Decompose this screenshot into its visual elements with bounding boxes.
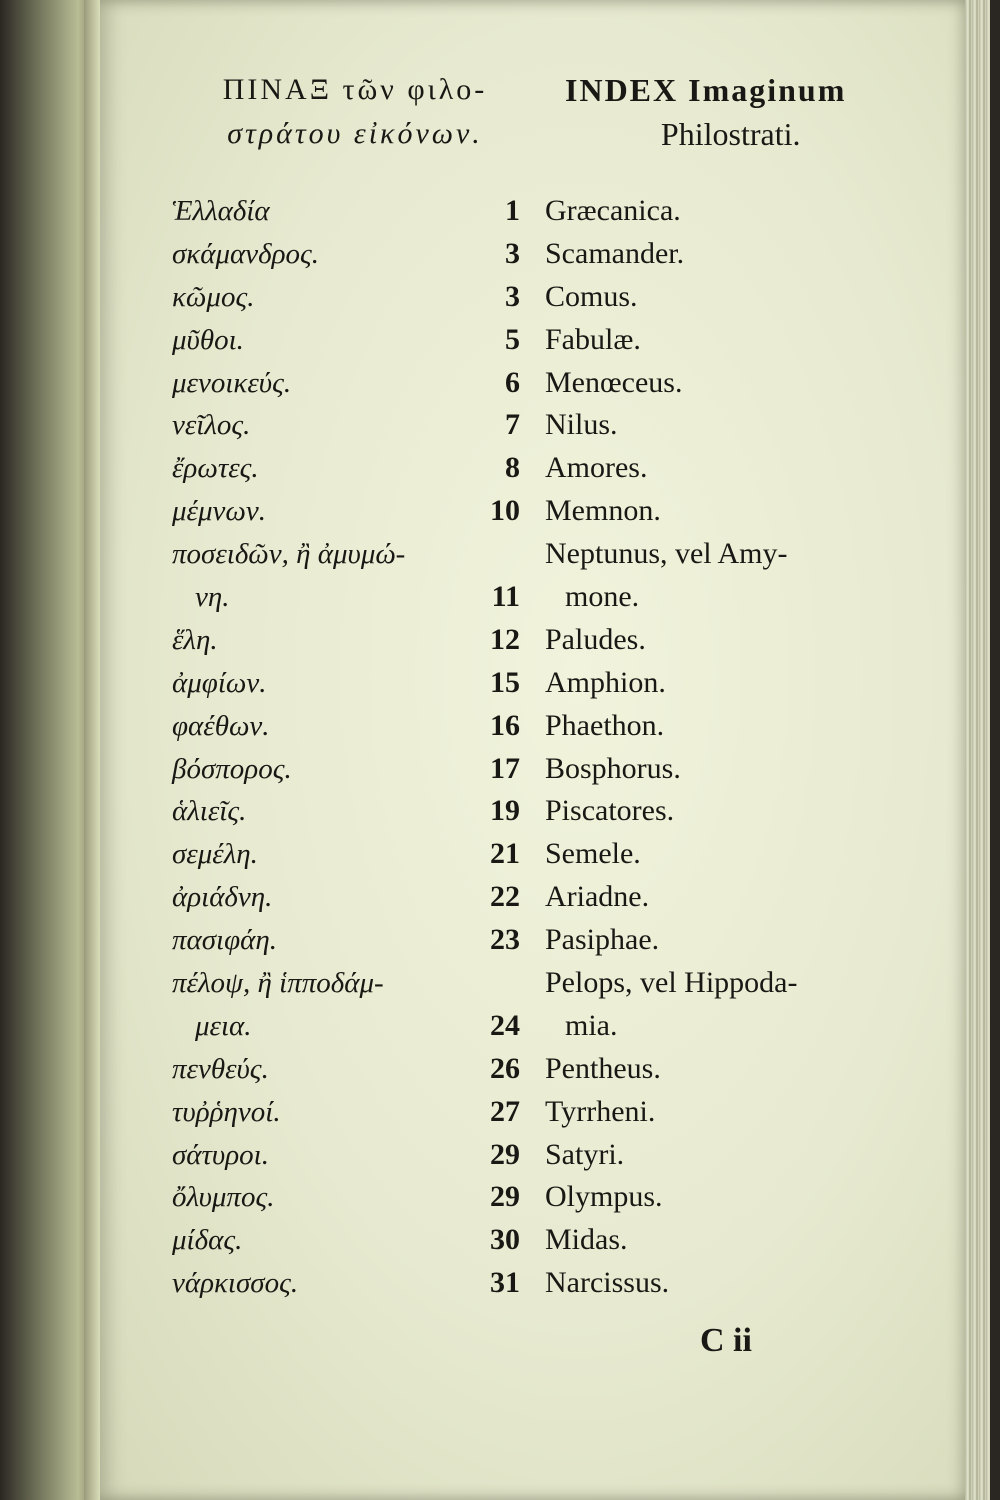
greek-entry: Ἑλλαδία <box>172 195 270 227</box>
page-number: 31 <box>490 1266 520 1300</box>
greek-heading-line-1: ΠΙΝΑΞ τῶν φιλο- <box>222 73 488 106</box>
index-entry <box>0 833 1000 876</box>
page-number: 10 <box>490 494 520 528</box>
page-number: 3 <box>505 236 520 270</box>
greek-entry: σάτυροι. <box>172 1138 269 1171</box>
latin-entry: Comus. <box>545 279 638 313</box>
greek-entry: μέμνων. <box>172 495 267 528</box>
latin-entry: Phaethon. <box>545 708 665 742</box>
latin-heading <box>565 68 846 156</box>
page-number: 12 <box>490 622 520 656</box>
greek-entry: σεμέλη. <box>172 838 258 871</box>
latin-entry: Ariadne. <box>545 880 650 914</box>
page-number: 21 <box>490 837 520 871</box>
page-number: 30 <box>490 1223 520 1257</box>
greek-entry: πασιφάη. <box>172 924 278 957</box>
index-entry <box>0 490 1000 533</box>
index-entry <box>0 1091 1000 1134</box>
latin-entry: Amores. <box>545 451 648 485</box>
index-entry <box>0 1262 1000 1305</box>
latin-entry: Pasiphae. <box>545 923 660 957</box>
index-entry <box>0 876 1000 919</box>
latin-entry: Scamander. <box>545 236 685 270</box>
latin-entry: Tyrrheni. <box>545 1094 656 1128</box>
greek-entry: νάρκισσος. <box>172 1267 299 1300</box>
index-entry <box>0 1176 1000 1219</box>
latin-entry: Paludes. <box>545 622 646 656</box>
index-entry <box>0 790 1000 833</box>
latin-entry: Midas. <box>545 1223 628 1257</box>
greek-entry: τυῤῥηνοί. <box>172 1095 281 1128</box>
index-entry <box>0 576 1000 619</box>
greek-entry: ἔρωτες. <box>172 452 259 485</box>
page-number: 5 <box>505 322 520 356</box>
greek-entry: ποσειδῶν, ἢ ἀμυμώ- <box>172 538 406 571</box>
latin-entry: Piscatores. <box>545 794 675 828</box>
page-number: 1 <box>505 194 520 227</box>
greek-entry: ἀριάδνη. <box>172 881 273 914</box>
index-entry <box>0 190 1000 233</box>
greek-entry: φαέθων. <box>172 709 270 742</box>
greek-entry: βόσπορος. <box>172 752 292 785</box>
latin-entry: Pelops, vel Hippoda- <box>545 966 798 1000</box>
index-entry <box>0 1048 1000 1091</box>
index-entry <box>0 919 1000 962</box>
latin-entry: Nilus. <box>545 408 618 442</box>
latin-entry: Amphion. <box>545 665 666 699</box>
page-number: 8 <box>505 451 520 485</box>
greek-entry: σκάμανδρος. <box>172 237 320 270</box>
latin-entry: Memnon. <box>545 494 661 528</box>
latin-entry: Græcanica. <box>545 194 681 227</box>
page-number: 7 <box>505 408 520 442</box>
latin-entry: Pentheus. <box>545 1051 661 1085</box>
index-entry <box>0 705 1000 748</box>
greek-entry: μεια. <box>195 1009 252 1042</box>
latin-entry: Olympus. <box>545 1180 663 1214</box>
index-entry <box>0 276 1000 319</box>
page-number: 29 <box>490 1180 520 1214</box>
index-entry <box>0 1219 1000 1262</box>
latin-entry: Satyri. <box>545 1137 625 1171</box>
greek-entry: κῶμος. <box>172 280 255 313</box>
page-number: 29 <box>490 1137 520 1171</box>
index-entry <box>0 662 1000 705</box>
page-number: 17 <box>490 751 520 785</box>
page-number: 26 <box>490 1051 520 1085</box>
page-number: 19 <box>490 794 520 828</box>
index-entry <box>0 404 1000 447</box>
page-number: 3 <box>505 279 520 313</box>
greek-entry: ἕλη. <box>172 623 218 656</box>
greek-entry: πέλοψ, ἢ ἱπποδάμ- <box>172 967 384 1000</box>
page-number: 27 <box>490 1094 520 1128</box>
greek-entry: ὄλυμπος. <box>172 1181 275 1214</box>
latin-entry: Neptunus, vel Amy- <box>545 537 788 571</box>
index-entry <box>0 748 1000 791</box>
greek-heading-line-2: στράτου εἰκόνων. <box>227 117 483 150</box>
latin-heading-line-2: Philostrati. <box>660 116 801 152</box>
latin-heading-line-1: INDEX Imaginum <box>565 72 847 108</box>
page-number: 22 <box>490 880 520 914</box>
page-number: 23 <box>490 923 520 957</box>
greek-entry: πενθεύς. <box>172 1052 269 1085</box>
page-number: 24 <box>490 1008 520 1042</box>
index-entry <box>0 962 1000 1005</box>
index-entry <box>0 619 1000 662</box>
greek-heading <box>215 68 495 156</box>
signature-mark: C ii <box>700 1322 752 1359</box>
greek-entry: μῦθοι. <box>172 323 244 356</box>
greek-entry: μενοικεύς. <box>172 366 292 399</box>
greek-entry: νη. <box>195 581 230 614</box>
latin-entry: mone. <box>565 580 640 614</box>
page-number: 16 <box>490 708 520 742</box>
latin-entry: Bosphorus. <box>545 751 681 785</box>
page-number: 11 <box>491 580 520 614</box>
index-entry <box>0 533 1000 576</box>
latin-entry: Menœceus. <box>545 365 683 399</box>
greek-entry: ἁλιεῖς. <box>172 795 247 828</box>
index-list <box>0 190 1000 1305</box>
greek-entry: νεῖλος. <box>172 409 251 442</box>
index-entry <box>0 447 1000 490</box>
greek-entry: μίδας. <box>172 1224 243 1257</box>
index-entry <box>0 1134 1000 1177</box>
page-number: 15 <box>490 665 520 699</box>
index-entry <box>0 233 1000 276</box>
greek-entry: ἀμφίων. <box>172 666 267 699</box>
index-entry <box>0 1005 1000 1048</box>
latin-entry: Narcissus. <box>545 1266 670 1300</box>
index-entry <box>0 319 1000 362</box>
latin-entry: Fabulæ. <box>545 322 641 356</box>
page-number: 6 <box>505 365 520 399</box>
latin-entry: mia. <box>565 1008 618 1042</box>
latin-entry: Semele. <box>545 837 641 871</box>
index-entry <box>0 362 1000 405</box>
